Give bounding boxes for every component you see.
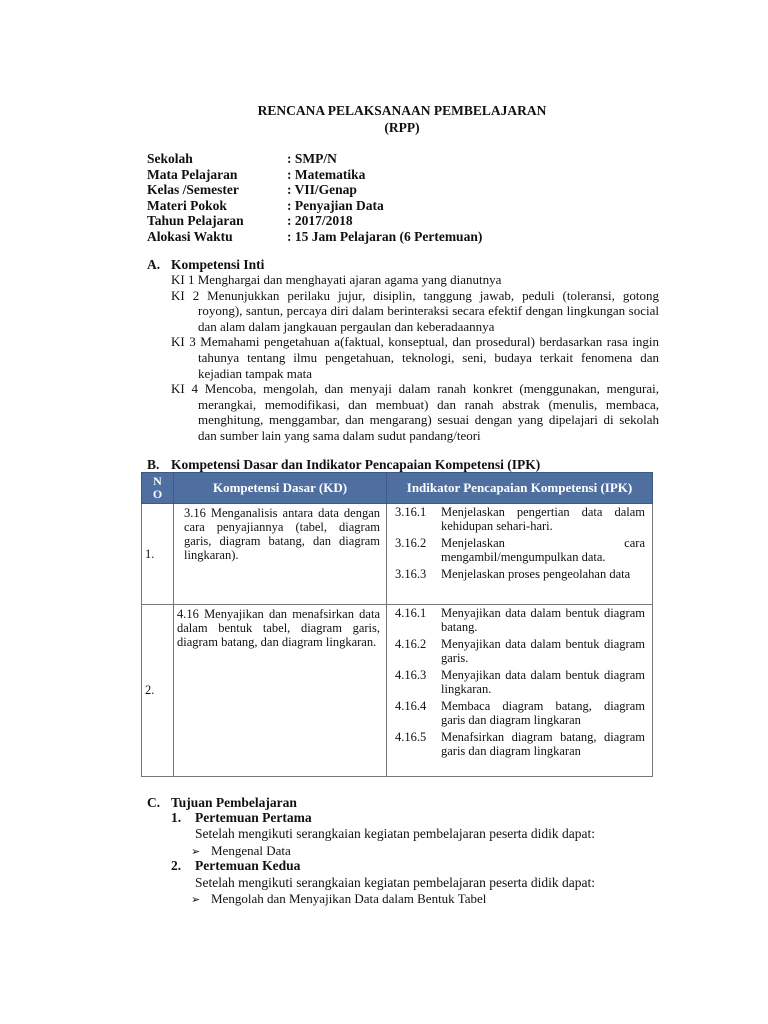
ki-item: KI 4 Mencoba, mengolah, dan menyaji dalam ranah konkret (menggunakan, mengurai, merangkai, memodifikasi, dan membuat) dan ranah abstrak (menulis, membaca, menghitung, menggambar, dan mengarang) sesuai dengan yang dipelajari di sekolah dan sumber lain yang sama dalam sudut pandang/teori (171, 381, 659, 443)
ki-item: KI 1 Menghargai dan menghayati ajaran agama yang dianutnya (171, 272, 502, 287)
meeting-1-title: 1. Pertemuan Pertama (171, 810, 312, 825)
meeting-1-bullet: ➢ Mengenal Data (191, 843, 291, 858)
ipk-item: 4.16.4 Membaca diagram batang, diagram garis dan diagram lingkaran (395, 699, 645, 727)
kompetensi-inti-list (171, 272, 659, 444)
row-number: 1. (142, 504, 174, 605)
header-ipk: Indikator Pencapaian Kompetensi (IPK) (387, 473, 653, 504)
table-row (142, 504, 653, 605)
meeting-2-bullet: ➢ Mengolah dan Menyajikan Data dalam Bentuk Tabel (191, 891, 487, 906)
identity-row: Sekolah : SMP/N (147, 151, 337, 166)
document-subtitle: (RPP) (384, 120, 420, 135)
row-number: 2. (142, 605, 174, 777)
header-no: N O (142, 473, 174, 504)
identity-row: Kelas /Semester : VII/Genap (147, 182, 357, 198)
document-title: RENCANA PELAKSANAAN PEMBELAJARAN (257, 103, 547, 118)
ki-item: KI 2 Menunjukkan perilaku jujur, disiplin, tanggung jawab, peduli (toleransi, gotong royong), santun, percaya diri dalam berinteraksi secara efektif dengan lingkungan social dan alam dalam jangkauan pergaulan dan keberadaannya (171, 287, 659, 334)
table-row (142, 605, 653, 777)
ipk-item: 4.16.1 Menyajikan data dalam bentuk diagram batang. (395, 606, 645, 634)
ipk-item: 3.16.3 Menjelaskan proses pengeolahan data (395, 567, 631, 581)
ki-item: KI 3 Memahami pengetahuan a(faktual, konseptual, dan prosedural) berdasarkan rasa ingin tahunya tentang ilmu pengetahuan, teknologi, seni, budaya terkait fenomena dan kejadian tampak mata (171, 334, 659, 381)
arrow-bullet-icon: ➢ (191, 846, 201, 858)
identity-row: Materi Pokok : Penyajian Data (147, 197, 384, 213)
meeting-2-intro: Setelah mengikuti serangkaian kegiatan pembelajaran peserta didik dapat: (195, 875, 595, 890)
header-kd: Kompetensi Dasar (KD) (174, 473, 387, 504)
identity-row: Alokasi Waktu : 15 Jam Pelajaran (6 Pertemuan) (147, 228, 483, 244)
kd-cell: 4.16 Menyajikan dan menafsirkan data dalam bentuk tabel, diagram garis, diagram batang, dan diagram lingkaran. (174, 605, 387, 777)
section-a-heading: A. Kompetensi Inti (147, 257, 265, 272)
section-b-heading: B. Kompetensi Dasar dan Indikator Pencapaian Kompetensi (IPK) (147, 457, 541, 472)
identity-row: Mata Pelajaran : Matematika (147, 166, 366, 182)
ipk-item: 3.16.2 Menjelaskan cara mengambil/mengumpulkan data. (395, 536, 645, 564)
ipk-item: 4.16.3 Menyajikan data dalam bentuk diagram lingkaran. (395, 668, 645, 696)
kd-cell: 3.16 Menganalisis antara data dengan cara penyajiannya (tabel, diagram garis, diagram batang, dan diagram lingkaran). (174, 504, 387, 605)
meeting-2-title: 2. Pertemuan Kedua (171, 858, 301, 873)
meeting-1-intro: Setelah mengikuti serangkaian kegiatan pembelajaran peserta didik dapat: (195, 826, 595, 841)
ipk-cell (387, 504, 653, 605)
table-header-row (142, 473, 653, 504)
arrow-bullet-icon: ➢ (191, 894, 201, 906)
ipk-item: 3.16.1 Menjelaskan pengertian data dalam kehidupan sehari-hari. (395, 505, 645, 533)
kd-ipk-table (141, 472, 653, 777)
identity-block (147, 151, 482, 245)
ipk-cell (387, 605, 653, 777)
ipk-item: 4.16.5 Menafsirkan diagram batang, diagram garis dan diagram lingkaran (395, 730, 645, 758)
identity-row: Tahun Pelajaran : 2017/2018 (147, 213, 353, 229)
section-c-heading: C. Tujuan Pembelajaran (147, 795, 297, 810)
ipk-item: 4.16.2 Menyajikan data dalam bentuk diagram garis. (395, 637, 645, 665)
